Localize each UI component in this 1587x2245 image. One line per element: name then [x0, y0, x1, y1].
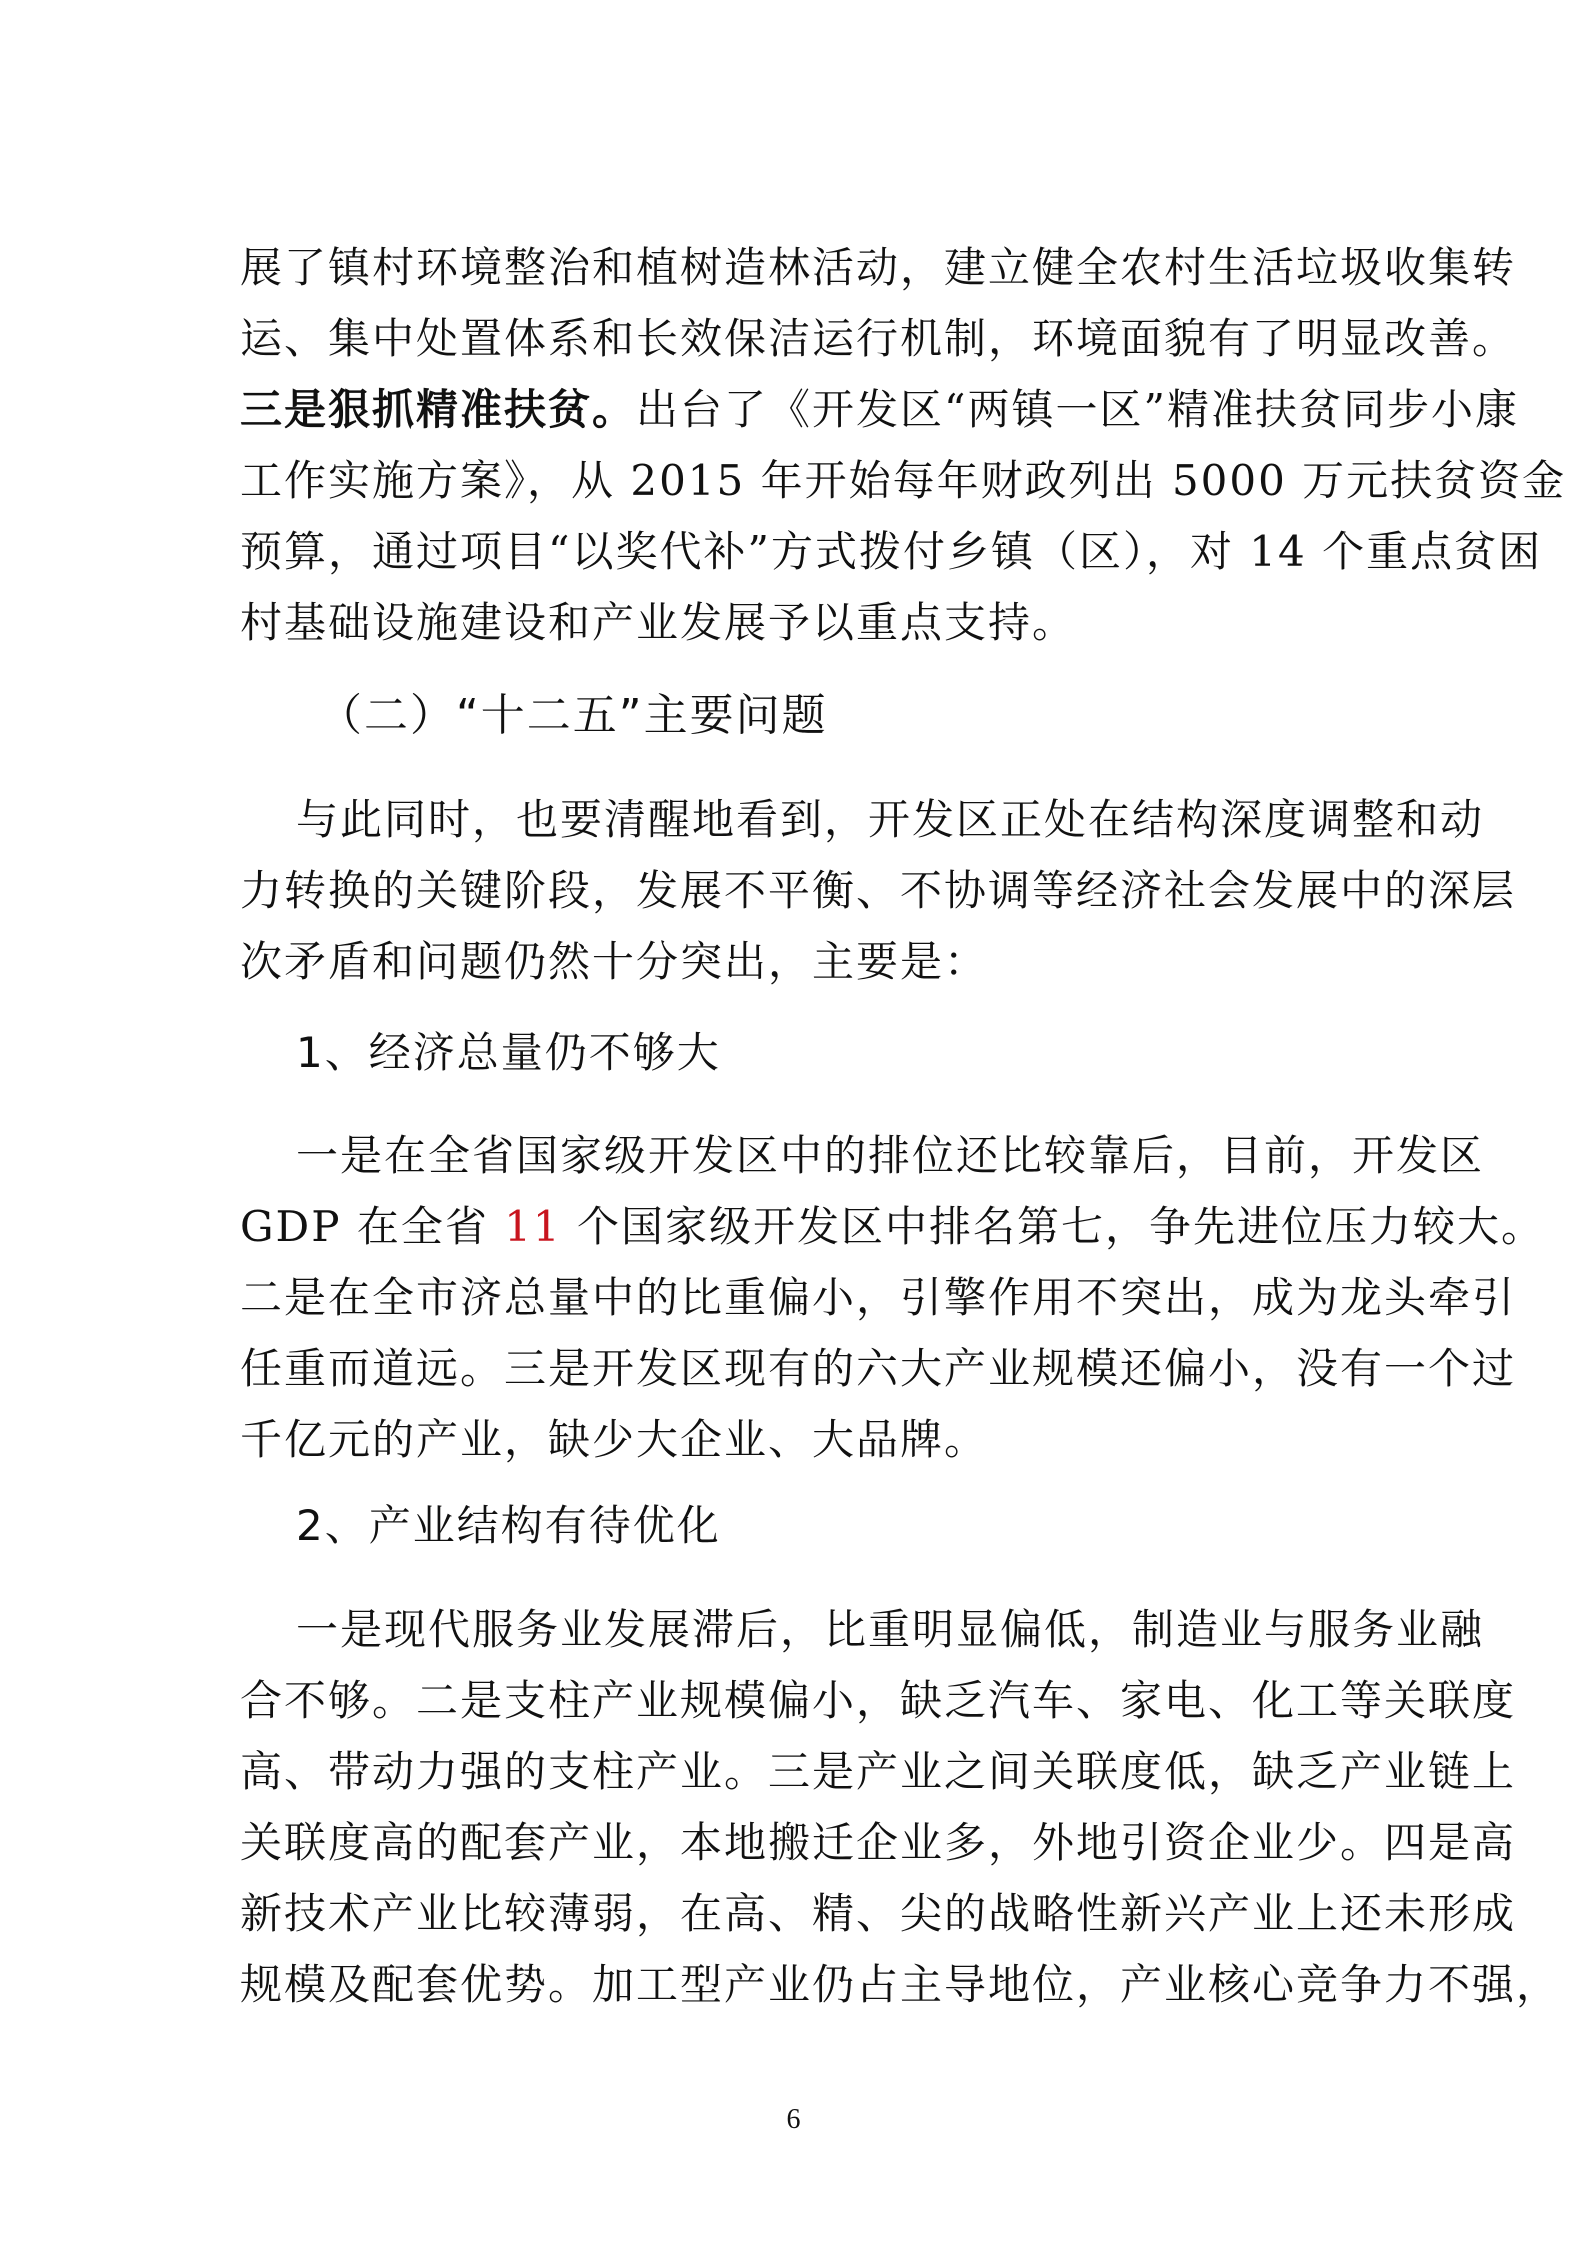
paragraph-environment-poverty [240, 232, 1567, 658]
subheading-industrial-structure: 2、产业结构有待优化 [296, 1501, 721, 1550]
body-line: 村基础设施建设和产业发展予以重点支持。 [240, 598, 1077, 647]
page-number: 6 [786, 2104, 801, 2135]
body-line: 一是现代服务业发展滞后，比重明显偏低，制造业与服务业融 [296, 1605, 1485, 1654]
section-heading-block [240, 680, 1360, 751]
body-line: 工作实施方案》，从 2015 年开始每年财政列出 5000 万元扶贫资金 [240, 456, 1567, 505]
body-line [240, 374, 1519, 445]
body-text: 个国家级开发区中排名第七，争先进位压力较大。 [561, 1202, 1545, 1251]
body-line: 合不够。二是支柱产业规模偏小，缺乏汽车、家电、化工等关联度 [240, 1676, 1517, 1725]
body-text: 出台了《开发区“两镇一区”精准扶贫同步小康 [636, 385, 1519, 434]
body-line: 规模及配套优势。加工型产业仍占主导地位，产业核心竞争力不强， [240, 1960, 1561, 2009]
body-line: 与此同时，也要清醒地看到，开发区正处在结构深度调整和动 [296, 795, 1485, 844]
body-line: 任重而道远。三是开发区现有的六大产业规模还偏小，没有一个过 [240, 1344, 1517, 1393]
body-line: 力转换的关键阶段，发展不平衡、不协调等经济社会发展中的深层 [240, 866, 1517, 915]
body-line: 次矛盾和问题仍然十分突出，主要是： [240, 937, 989, 986]
body-line: 一是在全省国家级开发区中的排位还比较靠后，目前，开发区 [296, 1131, 1485, 1180]
body-line: 运、集中处置体系和长效保洁运行机制，环境面貌有了明显改善。 [240, 314, 1517, 363]
body-text: GDP 在全省 [240, 1202, 505, 1251]
body-line: 高、带动力强的支柱产业。三是产业之间关联度低，缺乏产业链上 [240, 1747, 1517, 1796]
subheading-block-1 [240, 1017, 1360, 1088]
paragraph-intro-problems [240, 784, 1517, 997]
paragraph-economic-total [240, 1120, 1545, 1475]
paragraph-industrial-structure [240, 1594, 1561, 2020]
body-line: 预算，通过项目“以奖代补”方式拨付乡镇（区），对 14 个重点贫困 [240, 527, 1543, 576]
body-line [240, 1191, 1545, 1262]
bold-lead-in: 三是狠抓精准扶贫。 [240, 385, 637, 434]
body-line: 二是在全市济总量中的比重偏小，引擎作用不突出，成为龙头牵引 [240, 1273, 1517, 1322]
section-heading: （二）“十二五”主要问题 [318, 690, 828, 741]
highlighted-number: 11 [504, 1202, 562, 1251]
subheading-economic-total: 1、经济总量仍不够大 [296, 1028, 721, 1077]
body-line: 新技术产业比较薄弱，在高、精、尖的战略性新兴产业上还未形成 [240, 1889, 1517, 1938]
subheading-block-2 [240, 1490, 1360, 1561]
body-line: 关联度高的配套产业，本地搬迁企业多，外地引资企业少。四是高 [240, 1818, 1517, 1867]
body-line: 展了镇村环境整治和植树造林活动，建立健全农村生活垃圾收集转 [240, 243, 1517, 292]
body-line: 千亿元的产业，缺少大企业、大品牌。 [240, 1415, 989, 1464]
